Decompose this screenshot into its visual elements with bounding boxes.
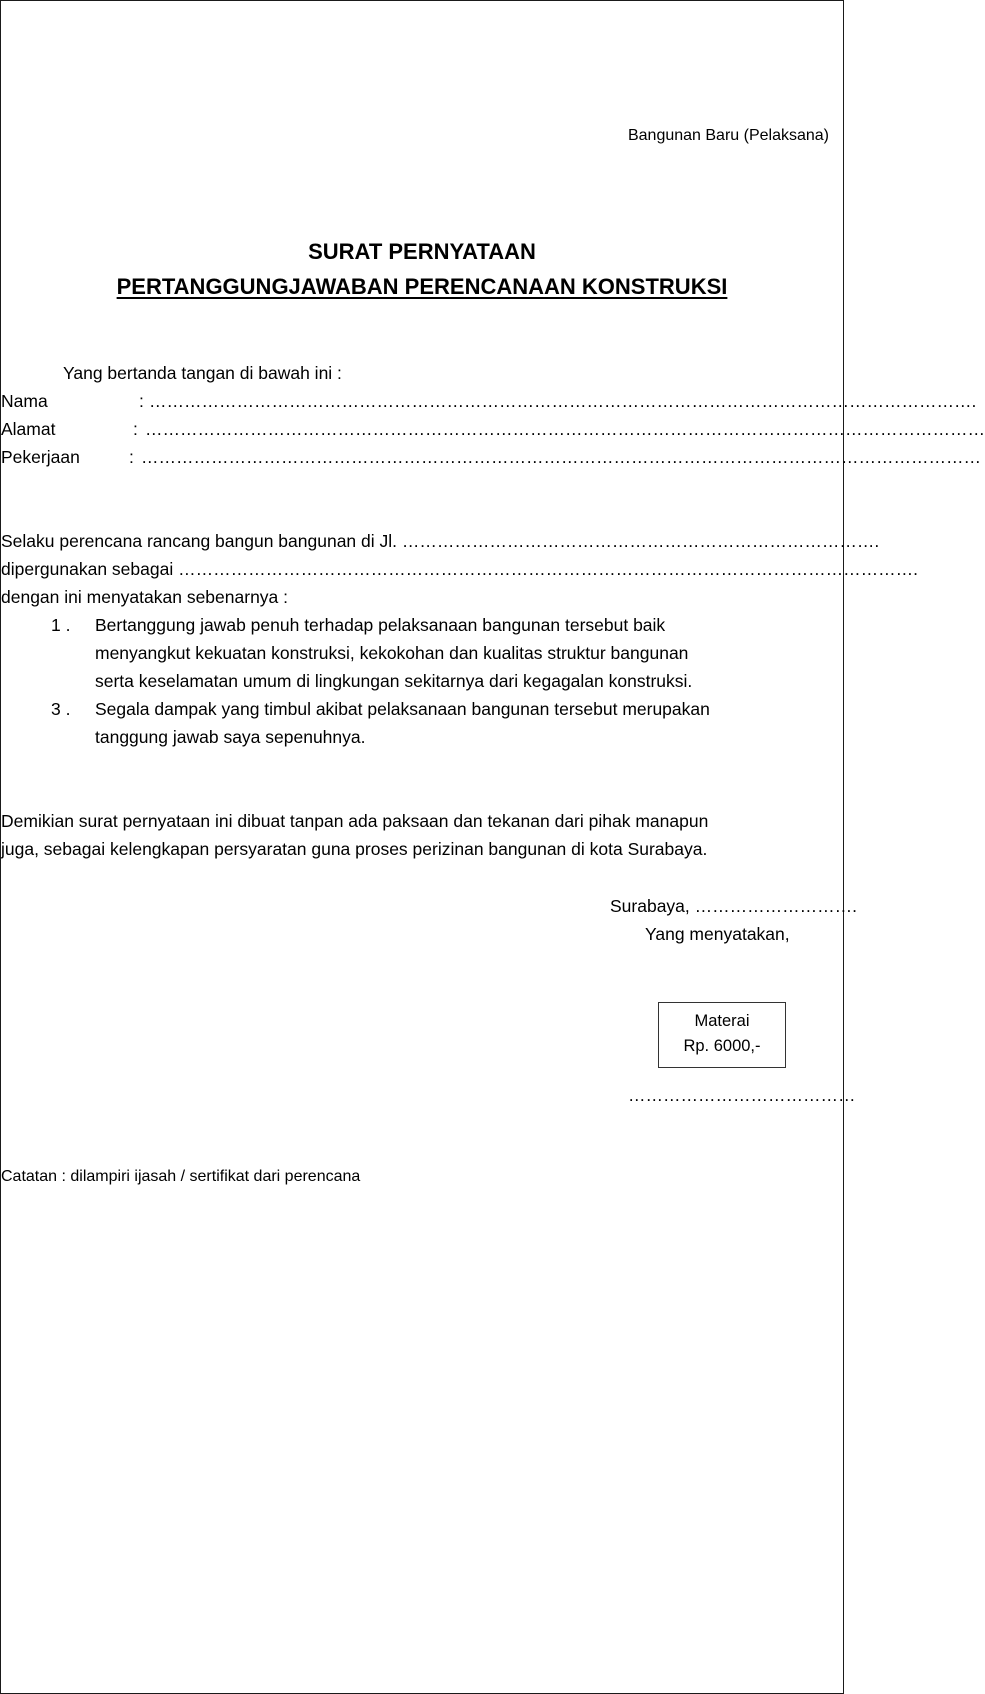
field-colon: : — [133, 419, 138, 439]
field-colon: : — [139, 391, 144, 411]
footnote: Catatan : dilampiri ijasah / sertifikat dari perencana — [1, 1168, 361, 1185]
field-blank: ……………………………………………………………………………………………………………………………… — [145, 419, 985, 439]
place-date: Surabaya, ………………………. — [610, 896, 857, 916]
signer-label: Yang menyatakan, — [645, 924, 790, 944]
field-pekerjaan — [1, 447, 981, 471]
stamp-box — [658, 1002, 786, 1068]
field-label: Alamat — [1, 419, 56, 439]
field-alamat — [1, 419, 985, 443]
field-colon: : — [129, 447, 134, 467]
item-text: tanggung jawab saya sepenuhnya. — [95, 727, 366, 747]
item-text: menyangkut kekuatan konstruksi, kekokohan dan kualitas struktur bangunan — [95, 643, 689, 663]
item-text: Bertanggung jawab penuh terhadap pelaksanaan bangunan tersebut baik — [95, 615, 666, 635]
declaration-line: dengan ini menyatakan sebenarnya : — [1, 587, 289, 607]
document-subtitle-text: PERTANGGUNGJAWABAN PERENCANAAN KONSTRUKSI — [116, 274, 728, 299]
item-text: Segala dampak yang timbul akibat pelaksanaan bangunan tersebut merupakan — [95, 699, 710, 719]
item-number: 3 . — [51, 699, 71, 719]
closing-text: juga, sebagai kelengkapan persyaratan guna proses perizinan bangunan di kota Surabaya. — [1, 839, 708, 859]
field-label: Pekerjaan — [1, 447, 80, 467]
location-line: Selaku perencana rancang bangun bangunan di Jl. ………………………………………………………………………. — [1, 531, 880, 551]
field-blank: ……………………………………………………………………………………………………………………………. — [149, 391, 977, 411]
signature-line: ………………………………… — [628, 1085, 856, 1105]
item-number: 1 . — [51, 615, 71, 635]
document-subtitle — [1, 274, 843, 300]
document-category: Bangunan Baru (Pelaksana) — [627, 127, 829, 144]
field-nama — [1, 391, 977, 415]
stamp-label: Materai — [694, 1012, 750, 1030]
field-blank: ……………………………………………………………………………………………………………………………… — [141, 447, 981, 467]
stamp-value: Rp. 6000,- — [683, 1037, 761, 1055]
intro-text: Yang bertanda tangan di bawah ini : — [63, 363, 342, 383]
closing-text: Demikian surat pernyataan ini dibuat tanpan ada paksaan dan tekanan dari pihak manapun — [1, 811, 709, 831]
item-text: serta keselamatan umum di lingkungan sekitarnya dari kegagalan konstruksi. — [95, 671, 693, 691]
document-title: SURAT PERNYATAAN — [308, 239, 536, 264]
field-label: Nama — [1, 391, 48, 411]
usage-line: dipergunakan sebagai ………………………………………………………………………………………………………………. — [1, 559, 918, 579]
